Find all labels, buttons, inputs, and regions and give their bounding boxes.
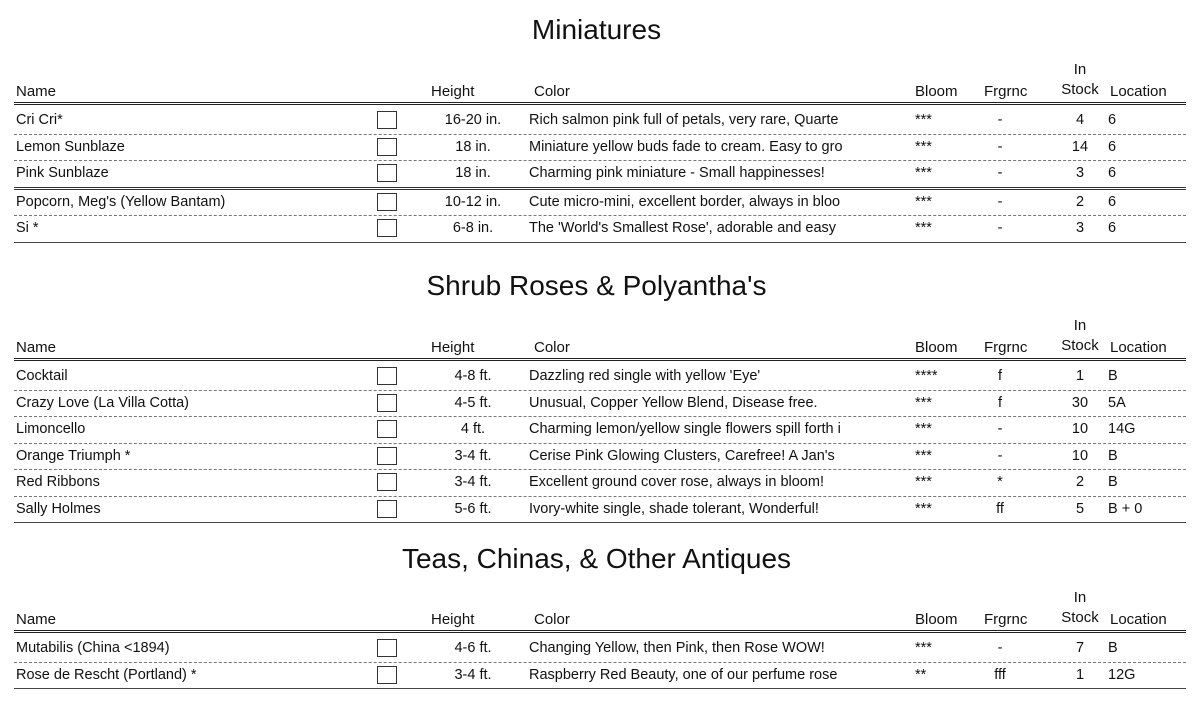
stock-count: 2 — [1075, 474, 1085, 490]
fragrance-rating: - — [997, 112, 1003, 128]
stock-count: 7 — [1075, 640, 1085, 656]
order-checkbox[interactable] — [377, 394, 397, 412]
rose-color-description: Unusual, Copper Yellow Blend, Disease free. — [529, 394, 818, 411]
location-code: 12G — [1108, 666, 1136, 683]
col-bloom-header: Bloom — [915, 83, 958, 100]
rose-color-description: The 'World's Smallest Rose', adorable and easy — [529, 220, 837, 236]
miniatures-table — [14, 62, 1186, 243]
table-header — [14, 318, 1186, 358]
col-location-header: Location — [1110, 339, 1167, 356]
stock-count: 30 — [1071, 394, 1089, 411]
antiques-table — [14, 590, 1186, 689]
col-color-header: Color — [534, 611, 570, 628]
table-row — [14, 190, 1186, 217]
fragrance-rating: - — [997, 138, 1003, 155]
fragrance-rating: - — [997, 421, 1003, 437]
bloom-rating: *** — [915, 500, 932, 517]
col-stock-header-bottom: Stock — [1061, 609, 1099, 626]
antiques-rows — [14, 636, 1186, 689]
col-name-header: Name — [16, 83, 57, 100]
rose-height: 3-4 ft. — [454, 666, 492, 683]
col-name-header: Name — [16, 611, 57, 628]
rose-height: 6-8 in. — [452, 220, 494, 236]
col-stock-header-bottom: Stock — [1061, 81, 1099, 98]
miniatures-rows — [14, 108, 1186, 243]
rose-name: Sally Holmes — [16, 500, 101, 517]
shrub-roses-rows — [14, 364, 1186, 523]
table-row — [14, 636, 1186, 663]
table-row — [14, 135, 1186, 162]
bloom-rating: *** — [915, 394, 932, 411]
stock-count: 10 — [1071, 421, 1089, 437]
bloom-rating: *** — [915, 421, 932, 437]
rose-name: Mutabilis (China <1894) — [16, 640, 170, 656]
rose-name: Si * — [16, 220, 39, 236]
bloom-rating: *** — [915, 220, 932, 236]
section-title-shrub-roses: Shrub Roses & Polyantha's — [426, 270, 767, 301]
rose-color-description: Rich salmon pink full of petals, very rare, Quarte — [529, 112, 839, 128]
bloom-rating: *** — [915, 447, 932, 464]
rose-name: Orange Triumph * — [16, 447, 131, 464]
rose-color-description: Excellent ground cover rose, always in bloom! — [529, 474, 824, 490]
col-location-header: Location — [1110, 83, 1167, 100]
col-stock-header-bottom: Stock — [1061, 337, 1099, 354]
stock-count: 1 — [1075, 666, 1085, 683]
order-checkbox[interactable] — [377, 367, 397, 385]
rose-color-description: Charming pink miniature - Small happinesses! — [529, 165, 825, 181]
stock-count: 2 — [1075, 193, 1085, 210]
stock-count: 14 — [1071, 138, 1089, 155]
table-header — [14, 590, 1186, 630]
col-height-header: Height — [431, 339, 475, 356]
col-bloom-header: Bloom — [915, 611, 958, 628]
fragrance-rating: * — [997, 474, 1003, 490]
col-fragrance-header: Frgrnc — [984, 339, 1028, 356]
location-code: 6 — [1108, 165, 1117, 181]
bloom-rating: *** — [915, 474, 932, 490]
bloom-rating: **** — [915, 368, 938, 384]
location-code: 14G — [1108, 421, 1136, 437]
bloom-rating: *** — [915, 138, 932, 155]
table-row — [14, 663, 1186, 690]
order-checkbox[interactable] — [377, 138, 397, 156]
col-stock-header-top: In — [1073, 317, 1087, 334]
rose-height: 4-8 ft. — [454, 368, 492, 384]
rose-name: Cocktail — [16, 368, 68, 384]
table-row — [14, 216, 1186, 243]
col-stock-header — [1054, 316, 1106, 356]
fragrance-rating: f — [997, 394, 1003, 411]
order-checkbox[interactable] — [377, 111, 397, 129]
col-color-header: Color — [534, 339, 570, 356]
rose-color-description: Charming lemon/yellow single flowers spill forth i — [529, 421, 841, 437]
stock-count: 4 — [1075, 112, 1085, 128]
rose-name: Cri Cri* — [16, 112, 63, 128]
order-checkbox[interactable] — [377, 420, 397, 438]
rose-name: Limoncello — [16, 421, 86, 437]
order-checkbox[interactable] — [377, 500, 397, 518]
rose-height: 5-6 ft. — [454, 500, 492, 517]
rose-color-description: Miniature yellow buds fade to cream. Easy to gro — [529, 138, 843, 155]
col-bloom-header: Bloom — [915, 339, 958, 356]
stock-count: 3 — [1075, 165, 1085, 181]
col-stock-header — [1054, 588, 1106, 628]
location-code: B — [1108, 447, 1118, 464]
table-row — [14, 391, 1186, 418]
col-stock-header-top: In — [1073, 589, 1087, 606]
header-rule — [14, 358, 1186, 361]
rose-height: 4-6 ft. — [454, 640, 492, 656]
col-name-header: Name — [16, 339, 57, 356]
rose-height: 3-4 ft. — [454, 447, 492, 464]
fragrance-rating: - — [997, 447, 1003, 464]
table-row — [14, 108, 1186, 135]
location-code: 6 — [1108, 138, 1117, 155]
rose-height: 18 in. — [455, 165, 491, 181]
bloom-rating: ** — [915, 666, 927, 683]
table-header — [14, 62, 1186, 102]
rose-color-description: Dazzling red single with yellow 'Eye' — [529, 368, 761, 384]
rose-height: 3-4 ft. — [454, 474, 492, 490]
order-checkbox[interactable] — [377, 193, 397, 211]
col-fragrance-header: Frgrnc — [984, 83, 1028, 100]
col-height-header: Height — [431, 83, 475, 100]
order-checkbox[interactable] — [377, 219, 397, 237]
rose-name: Rose de Rescht (Portland) * — [16, 666, 197, 683]
rose-height: 4 ft. — [460, 421, 486, 437]
rose-color-description: Raspberry Red Beauty, one of our perfume rose — [529, 666, 838, 683]
fragrance-rating: ff — [996, 500, 1004, 517]
location-code: 6 — [1108, 193, 1117, 210]
location-code: B + 0 — [1108, 500, 1143, 517]
stock-count: 1 — [1075, 368, 1085, 384]
section-title-miniatures: Miniatures — [531, 14, 662, 45]
location-code: B — [1108, 368, 1118, 384]
bloom-rating: *** — [915, 112, 932, 128]
location-code: 5A — [1108, 394, 1126, 411]
rose-height: 18 in. — [455, 138, 491, 155]
rose-color-description: Cerise Pink Glowing Clusters, Carefree! A Jan's — [529, 447, 835, 464]
shrub-roses-table — [14, 318, 1186, 523]
col-height-header: Height — [431, 611, 475, 628]
col-stock-header — [1054, 60, 1106, 100]
header-rule — [14, 630, 1186, 633]
fragrance-rating: - — [997, 220, 1003, 236]
rose-color-description: Cute micro-mini, excellent border, always in bloo — [529, 193, 841, 210]
rose-name: Pink Sunblaze — [16, 165, 109, 181]
rose-name: Red Ribbons — [16, 474, 100, 490]
rose-name: Lemon Sunblaze — [16, 138, 125, 155]
table-row — [14, 444, 1186, 471]
rose-height: 4-5 ft. — [454, 394, 492, 411]
table-row — [14, 364, 1186, 391]
rose-name: Crazy Love (La Villa Cotta) — [16, 394, 190, 411]
order-checkbox[interactable] — [377, 639, 397, 657]
stock-count: 10 — [1071, 447, 1089, 464]
fragrance-rating: - — [997, 193, 1003, 210]
bloom-rating: *** — [915, 640, 932, 656]
stock-count: 3 — [1075, 220, 1085, 236]
col-fragrance-header: Frgrnc — [984, 611, 1028, 628]
bloom-rating: *** — [915, 193, 932, 210]
order-checkbox[interactable] — [377, 666, 397, 684]
col-location-header: Location — [1110, 611, 1167, 628]
rose-height: 10-12 in. — [444, 193, 502, 210]
section-title-antiques: Teas, Chinas, & Other Antiques — [401, 543, 792, 574]
fragrance-rating: f — [997, 368, 1003, 384]
fragrance-rating: - — [997, 640, 1003, 656]
table-row — [14, 497, 1186, 524]
rose-name: Popcorn, Meg's (Yellow Bantam) — [16, 193, 226, 210]
rose-color-description: Ivory-white single, shade tolerant, Wonderful! — [529, 500, 819, 517]
location-code: B — [1108, 474, 1118, 490]
table-row — [14, 417, 1186, 444]
order-checkbox[interactable] — [377, 447, 397, 465]
table-row — [14, 470, 1186, 497]
rose-height: 16-20 in. — [444, 112, 502, 128]
stock-count: 5 — [1075, 500, 1085, 517]
fragrance-rating: fff — [994, 666, 1006, 683]
location-code: 6 — [1108, 220, 1117, 236]
location-code: B — [1108, 640, 1118, 656]
header-rule — [14, 102, 1186, 105]
bloom-rating: *** — [915, 165, 932, 181]
col-stock-header-top: In — [1073, 61, 1087, 78]
rose-color-description: Changing Yellow, then Pink, then Rose WOW! — [529, 640, 825, 656]
col-color-header: Color — [534, 83, 570, 100]
order-checkbox[interactable] — [377, 473, 397, 491]
fragrance-rating: - — [997, 165, 1003, 181]
location-code: 6 — [1108, 112, 1117, 128]
order-checkbox[interactable] — [377, 164, 397, 182]
table-row — [14, 161, 1186, 190]
